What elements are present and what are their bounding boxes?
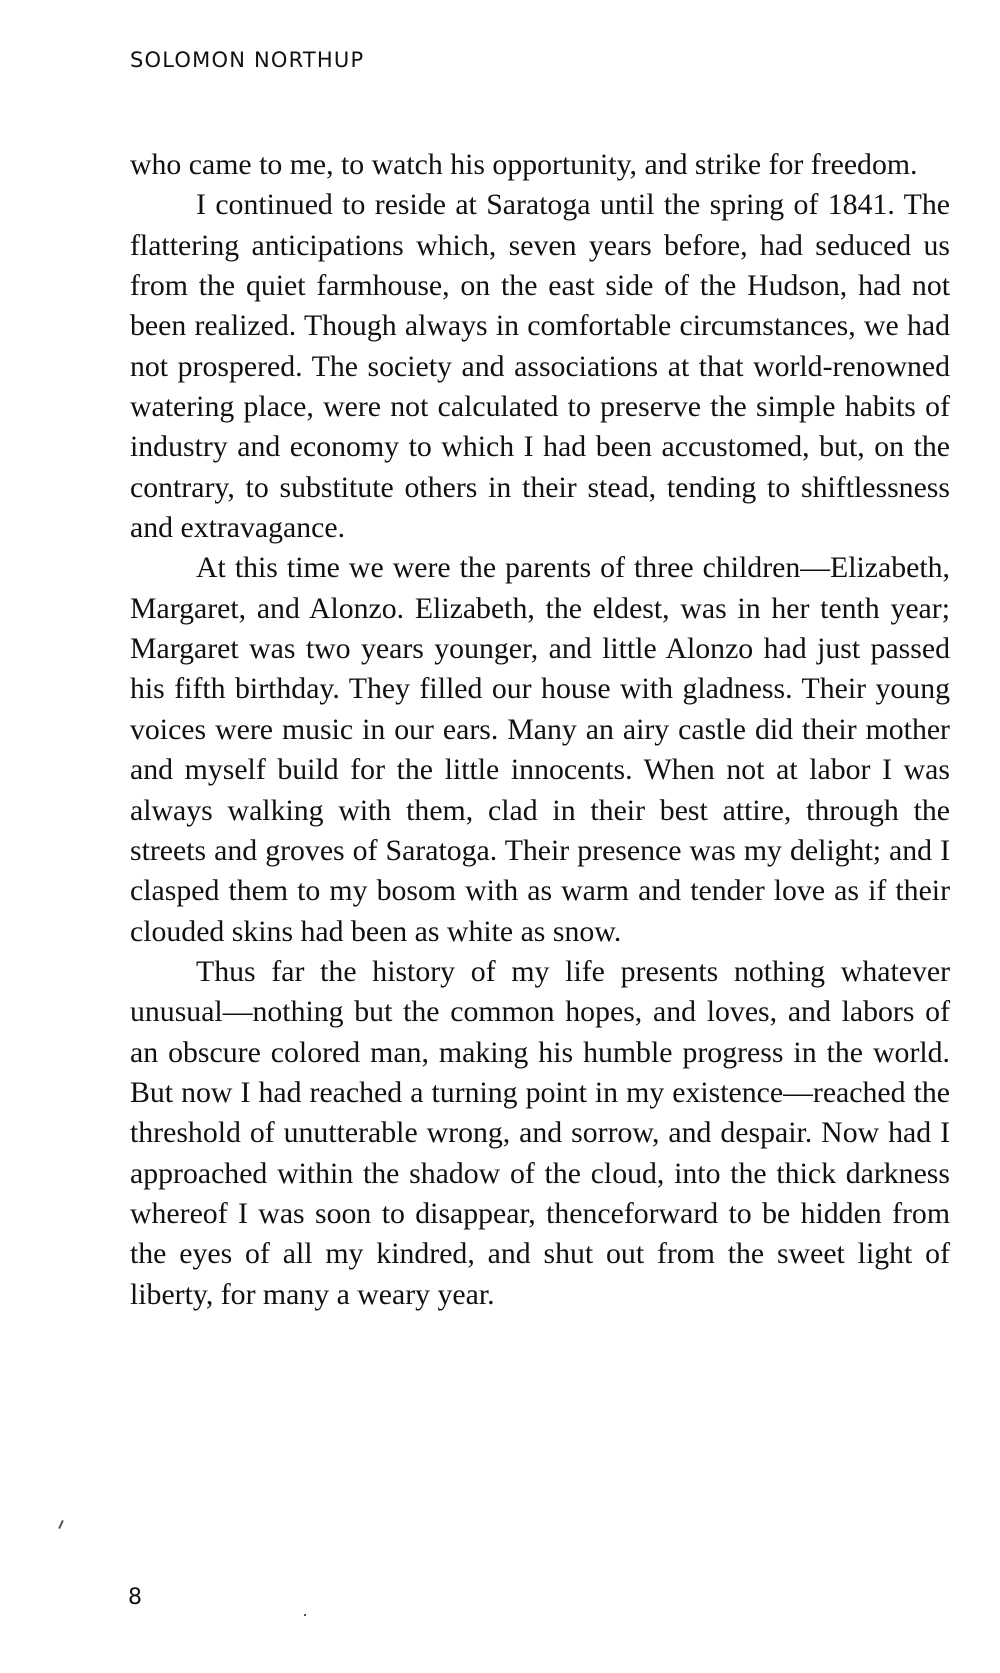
scan-speck bbox=[58, 1520, 64, 1529]
running-head: SOLOMON NORTHUP bbox=[130, 48, 365, 72]
paragraph: I continued to reside at Saratoga until the spring of 1841. The flattering anticipations which, seven years before, had seduced us from the quiet farmhouse, on the east side of the Hudson, had not been realized. Though always in comfortable circumstances, we had not prospered. The society and associations at that world-renowned watering place, were not calculated to preserve the simple habits of industry and economy to which I had been accustomed, but, on the contrary, to substitute others in their stead, tending to shiftlessness and extravagance. bbox=[130, 188, 950, 545]
paragraph: Thus far the history of my life presents nothing whatever unusual—nothing but the common hopes, and loves, and labors of an obscure colored man, making his humble progress in the world. But now I had reached a turning point in my existence—reached the threshold of unutterable wrong, and sorrow, and despair. Now had I approached within the shadow of the cloud, into the thick darkness whereof I was soon to disappear, thenceforward to be hidden from the eyes of all my kindred, and shut out from the sweet light of liberty, for many a weary year. bbox=[130, 954, 950, 1311]
page-number: 8 bbox=[128, 1585, 142, 1610]
scan-speck bbox=[304, 1614, 306, 1616]
paragraph: At this time we were the parents of three children—Elizabeth, Margaret, and Alonzo. Elizabeth, the eldest, was in her tenth year; Margaret was two years younger, and little Alonzo had just passed his fifth birthday. They filled our house with gladness. Their young voices were music in our ears. Many an airy castle did their mother and myself build for the little innocents. When not at labor I was always walking with them, clad in their best attire, through the streets and groves of Saratoga. Their presence was my delight; and I clasped them to my bosom with as warm and tender love as if their clouded skins had been as white as snow. bbox=[130, 551, 950, 948]
paragraph: who came to me, to watch his opportunity, and strike for freedom. bbox=[130, 148, 918, 181]
page-body bbox=[130, 145, 950, 1315]
